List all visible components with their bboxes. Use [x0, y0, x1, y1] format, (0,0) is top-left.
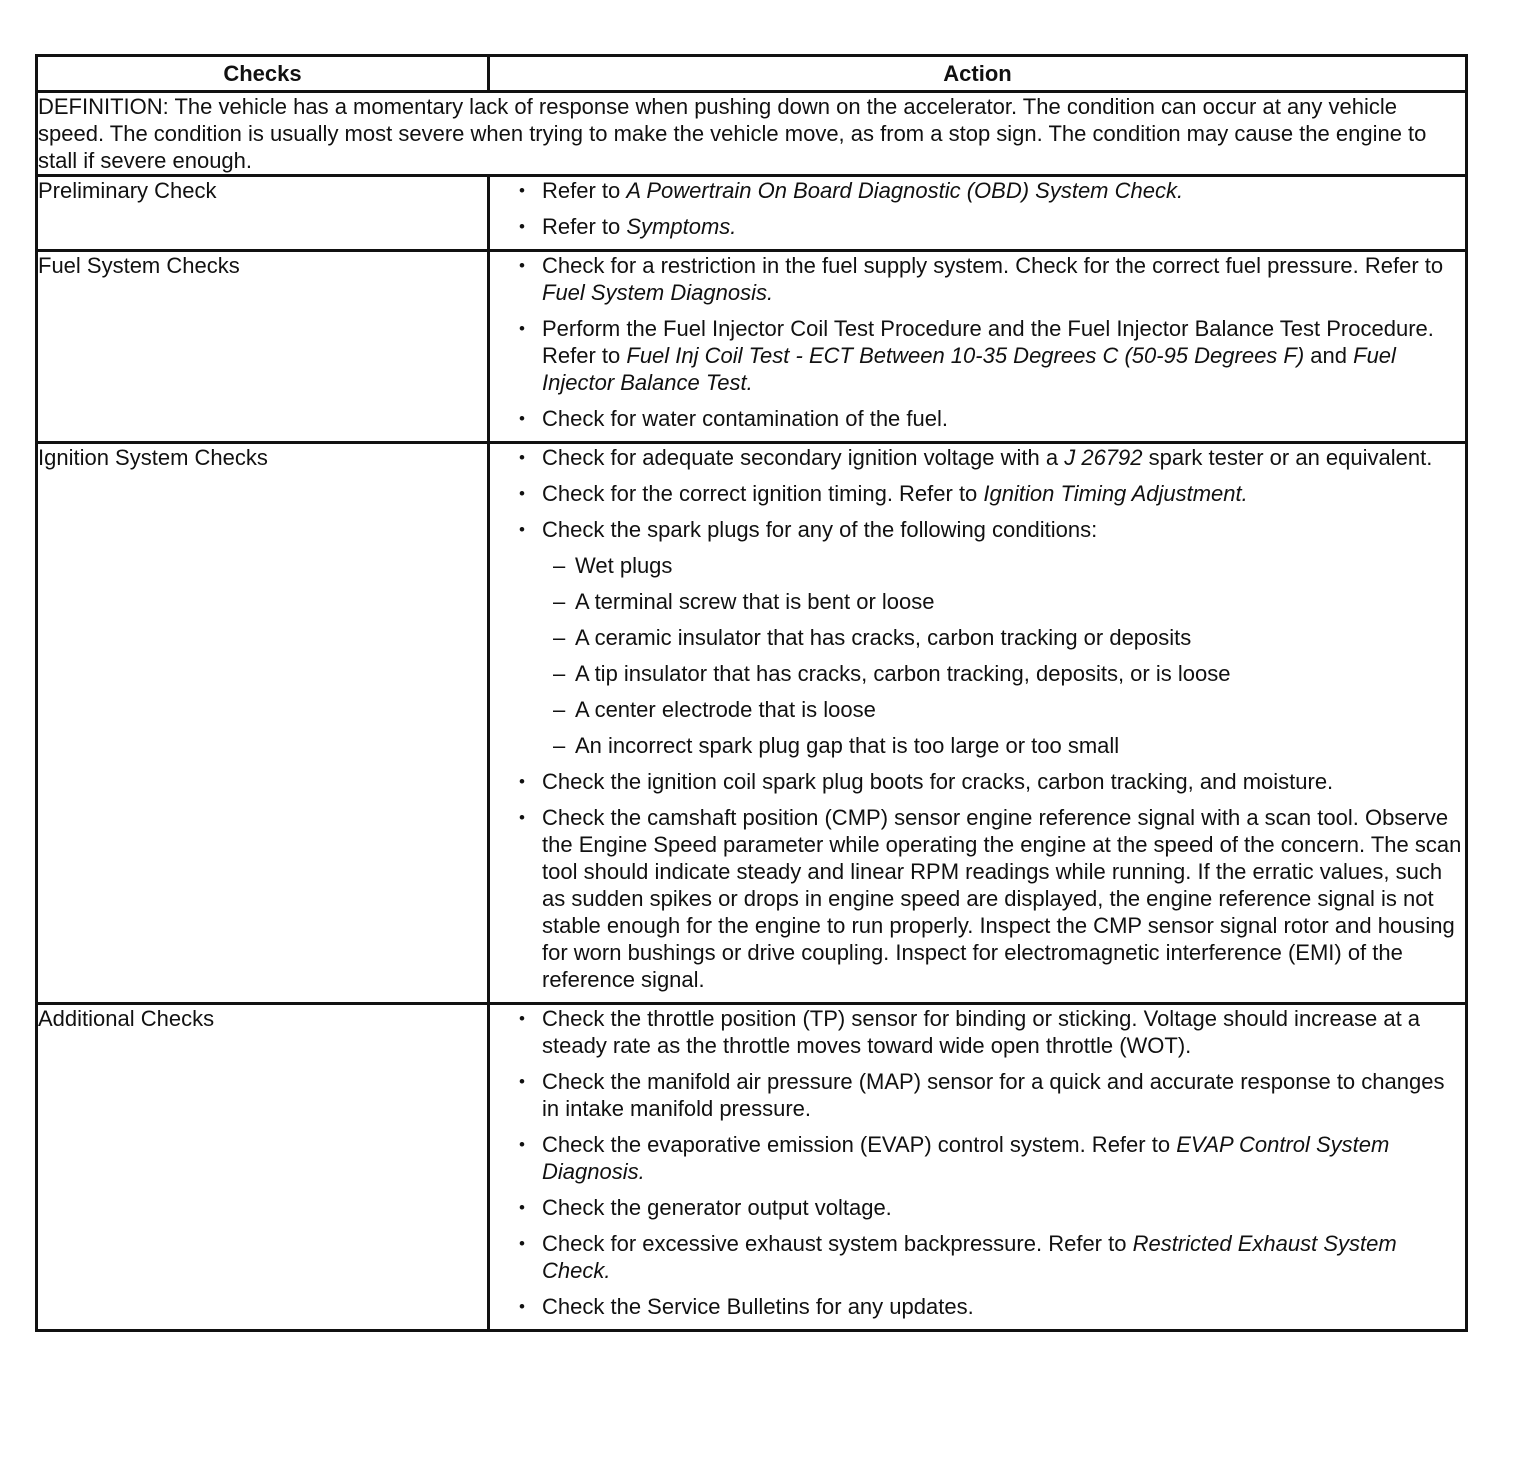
action-item [490, 444, 1465, 471]
table-row [37, 443, 1467, 1004]
table-header-row [37, 56, 1467, 92]
action-cell [489, 176, 1467, 251]
check-name: Fuel System Checks [37, 251, 489, 443]
action-text: Check the generator output voltage. [542, 1195, 892, 1220]
table-body [37, 92, 1467, 1331]
action-text: Check for water contamination of the fuel. [542, 406, 948, 431]
action-text: Check the throttle position (TP) sensor for binding or sticking. Voltage should increase at a steady rate as the throttle moves toward wide open throttle (WOT). [542, 1006, 1421, 1058]
action-text: Perform the Fuel Injector Coil Test Procedure and the Fuel Injector Balance Test Procedure. Refer to Fuel Inj Coil Test - ECT Between 10-35 Degrees C (50-95 Degrees F) and Fuel Injector Balance Test. [542, 316, 1434, 395]
action-item [490, 1068, 1465, 1122]
condition-item: – A center electrode that is loose [542, 696, 1465, 723]
action-item [490, 804, 1465, 993]
definition-text: DEFINITION: The vehicle has a momentary lack of response when pushing down on the accelerator. The condition can occur at any vehicle speed. The condition is usually most severe when trying to make the vehicle move, as from a stop sign. The condition may cause the engine to stall if severe enough. [37, 92, 1467, 176]
action-item [490, 1293, 1465, 1320]
check-name: Ignition System Checks [37, 443, 489, 1004]
action-text: Check for adequate secondary ignition voltage with a J 26792 spark tester or an equivalent. [542, 445, 1433, 470]
action-column-header: Action [489, 56, 1467, 92]
action-item [490, 1194, 1465, 1221]
condition-item: – A tip insulator that has cracks, carbon tracking, deposits, or is loose [542, 660, 1465, 687]
action-list [490, 177, 1465, 240]
condition-item: – An incorrect spark plug gap that is too large or too small [542, 732, 1465, 759]
action-list [490, 1005, 1465, 1320]
condition-list [542, 552, 1465, 759]
action-text: Check for the correct ignition timing. Refer to Ignition Timing Adjustment. [542, 481, 1248, 506]
action-item [490, 480, 1465, 507]
action-item [490, 252, 1465, 306]
action-text: Check the camshaft position (CMP) sensor engine reference signal with a scan tool. Observe the Engine Speed parameter while operating the engine at the speed of the concern. The scan tool should indicate steady and linear RPM readings while running. If the erratic values, such as sudden spikes or drops in engine speed are displayed, the engine reference signal is not stable enough for the engine to run properly. Inspect the CMP sensor signal rotor and housing for worn bushings or drive coupling. Inspect for electromagnetic interference (EMI) of the reference signal. [542, 805, 1462, 992]
action-text: Check for excessive exhaust system backpressure. Refer to Restricted Exhaust System Check. [542, 1231, 1397, 1283]
action-item [490, 405, 1465, 432]
action-text: Refer to A Powertrain On Board Diagnostic (OBD) System Check. [542, 178, 1184, 203]
action-text: Check the manifold air pressure (MAP) sensor for a quick and accurate response to changes in intake manifold pressure. [542, 1069, 1445, 1121]
action-cell [489, 251, 1467, 443]
check-name: Additional Checks [37, 1004, 489, 1331]
action-cell [489, 1004, 1467, 1331]
action-item [490, 1005, 1465, 1059]
check-name: Preliminary Check [37, 176, 489, 251]
action-text: Check the spark plugs for any of the following conditions: [542, 517, 1098, 542]
action-text: Check the ignition coil spark plug boots for cracks, carbon tracking, and moisture. [542, 769, 1334, 794]
action-cell [489, 443, 1467, 1004]
action-text: Check the Service Bulletins for any updates. [542, 1294, 974, 1319]
definition-row [37, 92, 1467, 176]
condition-item: – Wet plugs [542, 552, 1465, 579]
action-item [490, 516, 1465, 759]
condition-item: – A ceramic insulator that has cracks, carbon tracking or deposits [542, 624, 1465, 651]
action-item [490, 177, 1465, 204]
checks-column-header: Checks [37, 56, 489, 92]
action-item [490, 1131, 1465, 1185]
action-text: Check the evaporative emission (EVAP) control system. Refer to EVAP Control System Diagnosis. [542, 1132, 1390, 1184]
diagnostic-checks-table [35, 54, 1468, 1332]
action-item [490, 315, 1465, 396]
action-list [490, 252, 1465, 432]
action-list [490, 444, 1465, 993]
action-item [490, 768, 1465, 795]
table-row [37, 251, 1467, 443]
action-item [490, 213, 1465, 240]
condition-item: – A terminal screw that is bent or loose [542, 588, 1465, 615]
table-row [37, 1004, 1467, 1331]
action-text: Refer to Symptoms. [542, 214, 737, 239]
action-item [490, 1230, 1465, 1284]
action-text: Check for a restriction in the fuel supply system. Check for the correct fuel pressure. Refer to Fuel System Diagnosis. [542, 253, 1444, 305]
table-row [37, 176, 1467, 251]
